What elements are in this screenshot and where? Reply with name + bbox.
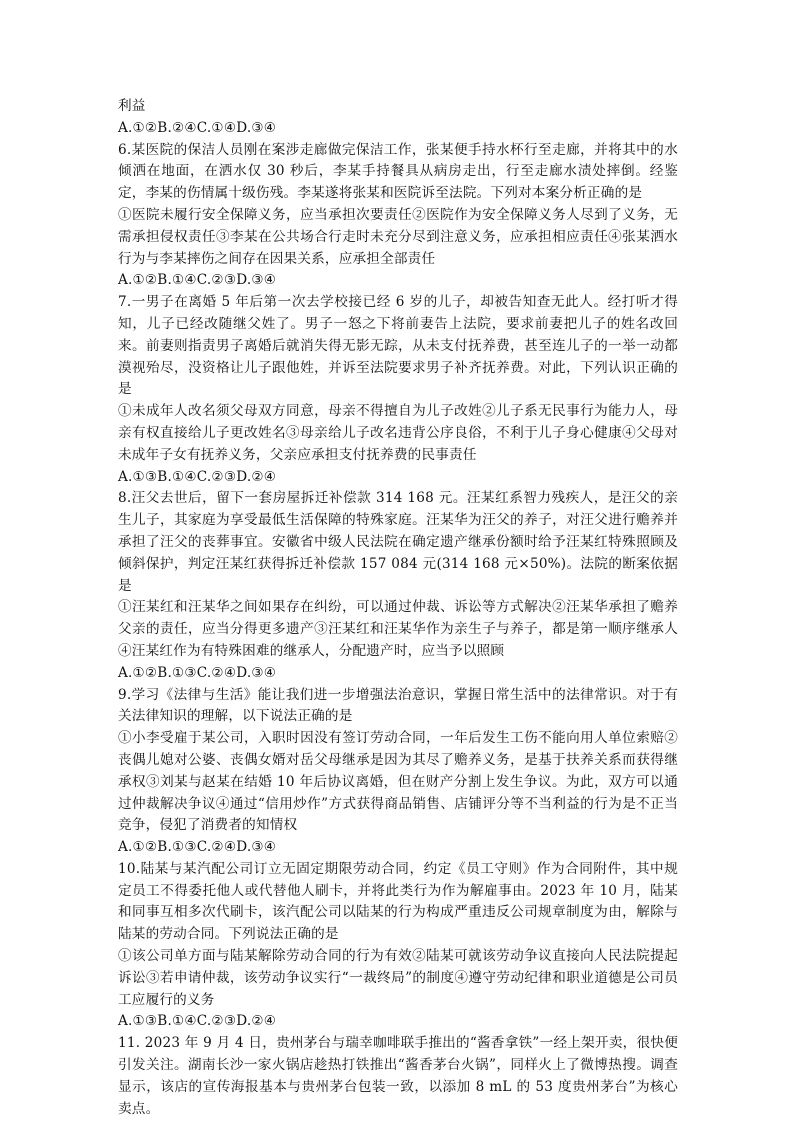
answer-options-q6: A.①②B.①④C.②③D.③④ — [118, 272, 277, 289]
question-11-stem: 11. 2023 年 9 月 4 日，贵州茅台与瑞幸咖啡联手推出的“酱香拿铁”一经上架开卖，很快便引发关注。湖南长沙一家火锅店趁热打铁推出“酱香茅台火锅”，同样火上了微博热搜。调查显示，该店的宣传海报基本与贵州茅台包装一致，以添加 8 mL 的 53 度贵州茅台”为核心卖点。 — [118, 1035, 678, 1117]
question-8-statements: ①汪某红和汪某华之间如果存在纠纷，可以通过仲裁、诉讼等方式解决②汪某华承担了赡养父亲的责任，应当分得更多遗产③汪某红和汪某华作为亲生子与养子，都是第一顺序继承人④汪某红作为有特殊困难的继承人，分配遗产时，应当予以照顾 — [118, 599, 678, 659]
question-7-stem: 7.一男子在离婚 5 年后第一次去学校接已经 6 岁的儿子，却被告知查无此人。经打听才得知，儿子已经改随继父姓了。男子一怒之下将前妻告上法院，要求前妻把儿子的姓名改回来。前妻则指责男子离婚后就消失得无影无踪，从未支付抚养费，甚至连儿子的一举一动都漠视殆尽，没资格让儿子跟他姓，并诉至法院要求男子补齐抚养费。对此，下列认识正确的是 — [118, 294, 678, 398]
question-6-stem: 6.某医院的保洁人员刚在案涉走廊做完保洁工作，张某便手持水杯行至走廊，并将其中的水倾洒在地面，在洒水仅 30 秒后，李某手持餐具从病房走出，行至走廊水渍处摔倒。经鉴定，李某的伤情属十级伤残。李某遂将张某和医院诉至法院。下列对本案分析正确的是 — [118, 141, 678, 202]
answer-options-q10: A.①③B.①④C.②③D.②④ — [118, 1013, 277, 1030]
question-10-statements: ①该公司单方面与陆某解除劳动合同的行为有效②陆某可就该劳动争议直接向人民法院提起诉讼③若申请仲裁，该劳动争议实行“一裁终局”的制度④遵守劳动纪律和职业道德是公司员工应履行的义务 — [118, 948, 678, 1008]
question-8-stem: 8.汪父去世后，留下一套房屋拆迁补偿款 314 168 元。汪某红系智力残疾人，是汪父的亲生儿子，其家庭为享受最低生活保障的特殊家庭。汪某华为汪父的养子，对汪父进行赡养并承担了汪父的丧葬事宜。安徽省中级人民法院在确定遗产继承份额时给予汪某红特殊照顾及倾斜保护，判定汪某红获得拆迁补偿款 157 084 元(314 168 元×50%)。法院的断案依据是 — [118, 490, 678, 594]
paragraph-continuation: 利益 — [118, 98, 146, 114]
answer-options-q5: A.①②B.②④C.①④D.③④ — [118, 119, 277, 136]
question-9-stem: 9.学习《法律与生活》能让我们进一步增强法治意识，掌握日常生活中的法律常识。对于有关法律知识的理解，以下说法正确的是 — [118, 686, 678, 725]
question-9-statements: ①小李受雇于某公司，入职时因没有签订劳动合同，一年后发生工伤不能向用人单位索赔②丧偶儿媳对公婆、丧偶女婿对岳父母继承是因为其尽了赡养义务，是基于扶养关系而获得继承权③刘某与赵某在结婚 10 年后协议离婚，但在财产分割上发生争议。为此，双方可以通过仲裁解决争议④通过“信用炒作”方式获得商品销售、店铺评分等不当利益的行为是不正当竞争，侵犯了消费者的知情权 — [118, 730, 678, 834]
question-7-statements: ①未成年人改名须父母双方同意，母亲不得擅自为儿子改姓②儿子系无民事行为能力人，母亲有权直接给儿子更改姓名③母亲给儿子改名违背公序良俗，不利于儿子身心健康④父母对未成年子女有抚养义务，父亲应承担支付抚养费的民事责任 — [118, 403, 678, 463]
answer-options-q9: A.①②B.①③C.②④D.③④ — [118, 839, 277, 856]
answer-options-q8: A.①②B.①③C.②④D.③④ — [118, 664, 277, 681]
answer-options-q7: A.①③B.①④C.②③D.②④ — [118, 468, 277, 485]
question-6-statements: ①医院未履行安全保障义务，应当承担次要责任②医院作为安全保障义务人尽到了义务，无需承担侵权责任③李某在公共场合行走时未充分尽到注意义务，应承担相应责任④张某洒水行为与李某摔伤之间存在因果关系，应承担全部责任 — [118, 206, 678, 267]
document-page — [118, 96, 678, 1120]
question-10-stem: 10.陆某与某汽配公司订立无固定期限劳动合同，约定《员工守则》作为合同附件，其中规定员工不得委托他人或代替他人刷卡，并将此类行为作为解雇事由。2023 年 10 月，陆某和同事互相多次代刷卡，该汽配公司以陆某的行为构成严重违反公司规章制度为由，解除与陆某的劳动合同。下列说法正确的是 — [118, 860, 678, 943]
